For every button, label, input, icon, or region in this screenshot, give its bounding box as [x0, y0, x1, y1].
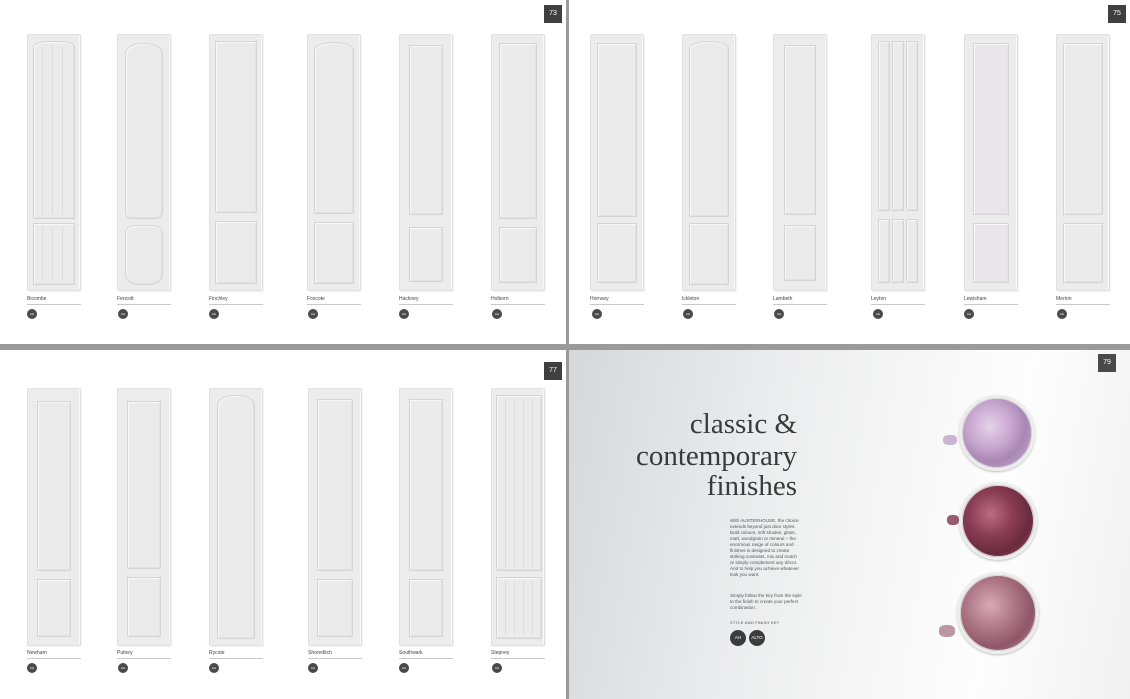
finish-badge: AH — [492, 309, 502, 319]
door-shoreditch — [308, 388, 362, 646]
catalogue-page-73 — [0, 0, 566, 344]
door-label: Shoreditch — [308, 650, 332, 656]
door-label: Bicombe — [27, 296, 47, 302]
catalogue-page-79 — [569, 350, 1130, 699]
finish-badge: AH — [27, 663, 37, 673]
page-number: 75 — [1108, 5, 1126, 23]
key-heading: STYLE AND FINISH KEY — [730, 620, 780, 625]
door-newham — [27, 388, 81, 646]
page-title-line-1: classic & — [689, 408, 797, 440]
door-rycote — [209, 388, 263, 646]
door-label: Hackney — [399, 296, 419, 302]
door-label: Lambeth — [773, 296, 793, 302]
door-label: Holborn — [491, 296, 509, 302]
door-label: Stepney — [491, 650, 510, 656]
divider — [209, 304, 263, 305]
finish-badge: AH — [308, 663, 318, 673]
finish-badge: AH — [209, 309, 219, 319]
finish-badge: AH — [399, 309, 409, 319]
door-label: Finchley — [209, 296, 228, 302]
eyeshadow-lilac-image — [959, 395, 1035, 471]
divider — [682, 304, 736, 305]
door-label: Newham — [27, 650, 47, 656]
divider — [27, 304, 81, 305]
door-label: Southwark — [399, 650, 423, 656]
divider — [117, 658, 171, 659]
divider — [1056, 304, 1110, 305]
divider — [27, 658, 81, 659]
door-putney — [117, 388, 171, 646]
divider — [491, 304, 545, 305]
door-label: Rycote — [209, 650, 225, 656]
door-lewisham — [964, 34, 1018, 291]
door-label: Ickleton — [682, 296, 700, 302]
finish-badge: AH — [492, 663, 502, 673]
pigment-crumbs-icon — [947, 515, 959, 525]
door-label: Leyton — [871, 296, 887, 302]
door-finchley — [209, 34, 263, 291]
finish-badge: AH — [1057, 309, 1067, 319]
divider — [773, 304, 827, 305]
divider — [964, 304, 1018, 305]
page-number: 77 — [544, 362, 562, 380]
finish-badge: AH — [592, 309, 602, 319]
divider — [307, 304, 361, 305]
divider — [308, 658, 362, 659]
door-label: Putney — [117, 650, 133, 656]
divider — [117, 304, 171, 305]
finish-badge: AH — [209, 663, 219, 673]
catalogue-page-75 — [569, 0, 1130, 344]
door-southwark — [399, 388, 453, 646]
door-leyton — [871, 34, 925, 291]
divider — [491, 658, 545, 659]
pigment-crumbs-icon — [943, 435, 957, 445]
finish-badge: AH — [399, 663, 409, 673]
finish-badge: AH — [683, 309, 693, 319]
page-number: 73 — [544, 5, 562, 23]
divider — [399, 304, 453, 305]
door-label: Hornsey — [590, 296, 609, 302]
door-stepney — [491, 388, 545, 646]
catalogue-page-77 — [0, 350, 566, 699]
page-number: 79 — [1098, 354, 1116, 372]
finish-badge: AH — [118, 309, 128, 319]
door-label: Foxcote — [307, 296, 325, 302]
door-ickleton — [682, 34, 736, 291]
door-hornsey — [590, 34, 644, 291]
finish-badge: AH — [27, 309, 37, 319]
finish-badge: AH — [308, 309, 318, 319]
intro-paragraph: With AUSTERHOUSE, the choice extends beyond just door styles. Bold colours, soft shades, gloss, matt, woodgrain or mineral – the enormous range of colours and finishes is designed to create striking contrasts, mix and match or simply complement any décor. And to help you achieve whatever look you want. — [730, 518, 799, 577]
door-hackney — [399, 34, 453, 291]
finish-badge: AH — [964, 309, 974, 319]
finish-badge: AH — [118, 663, 128, 673]
key-instructions: Simply follow the key from the style to the finish to create your perfect combination. — [730, 593, 802, 610]
finish-badge: AH — [774, 309, 784, 319]
door-bicombe — [27, 34, 81, 291]
door-label: Lewisham — [964, 296, 987, 302]
finish-badge: AH — [873, 309, 883, 319]
eyeshadow-mauve-image — [957, 572, 1039, 654]
door-label: Merton — [1056, 296, 1072, 302]
page-title-line-3: finishes — [706, 470, 797, 502]
divider — [590, 304, 644, 305]
door-merton — [1056, 34, 1110, 291]
pigment-crumbs-icon — [939, 625, 955, 637]
page-title-line-2: contemporary — [635, 440, 797, 472]
door-foxcote — [307, 34, 361, 291]
door-fencott — [117, 34, 171, 291]
door-label: Fencott — [117, 296, 134, 302]
divider — [871, 304, 925, 305]
door-holborn — [491, 34, 545, 291]
divider — [399, 658, 453, 659]
divider — [209, 658, 263, 659]
door-lambeth — [773, 34, 827, 291]
eyeshadow-plum-image — [959, 482, 1037, 560]
finish-badge-alto: ALTO — [749, 630, 765, 646]
finish-badge-ah: AH — [730, 630, 746, 646]
